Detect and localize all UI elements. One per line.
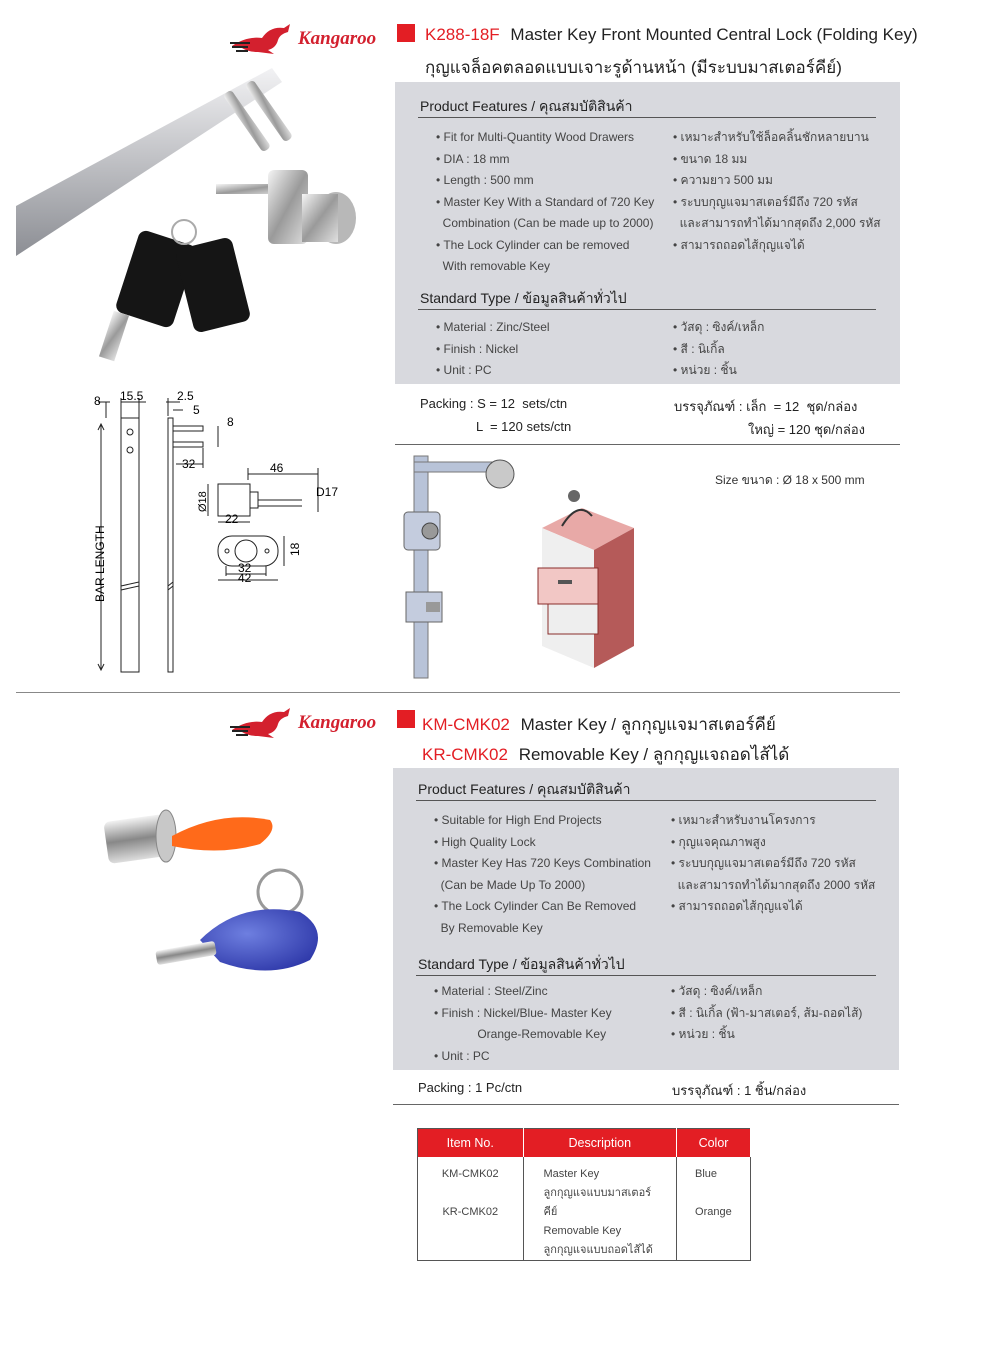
kangaroo-icon [228,22,296,56]
feature-item: Combination (Can be made up to 2000) [436,216,654,230]
item-color: Orange [695,1205,732,1218]
brand-name: Kangaroo [298,712,377,733]
standard-item: • Material : Steel/Zinc [434,984,548,998]
standard-item: Orange-Removable Key [434,1027,607,1041]
product2-standard-th [671,981,862,1046]
item-code: KM-CMK02 [441,1167,499,1180]
product1-code: K288-18F [425,25,500,44]
feature-item: • Length : 500 mm [436,173,534,187]
standard-item: • วัสดุ : ซิงค์/เหล็ก [671,984,763,998]
feature-item: • เหมาะสำหรับงานโครงการ [671,813,816,827]
product1-photo [16,66,386,376]
item-desc-th: ลูกกุญแจแบบถอดไส้ได้ [543,1243,653,1256]
table-cell-items [418,1157,524,1261]
dim-label: D17 [316,485,339,499]
table-cell-descriptions [523,1157,677,1261]
standard-item: • Finish : Nickel/Blue- Master Key [434,1005,612,1020]
feature-item: By Removable Key [434,920,543,935]
product1-packing-en-2: L = 120 sets/ctn [476,419,572,434]
brand-logo [228,706,376,740]
product2-code-1: KM-CMK02 [422,715,510,734]
feature-item: • ขนาด 18 มม [673,151,748,166]
feature-item: • เหมาะสำหรับใช้ล็อคลิ้นชักหลายบาน [673,130,869,144]
product2-features-heading: Product Features / คุณสมบัติสินค้า [418,781,631,797]
dim-label: 8 [94,394,101,408]
dim-label: 46 [270,461,284,475]
product1-title-text: Master Key Front Mounted Central Lock (Folding Key) [510,25,918,44]
table-header-item: Item No. [418,1129,524,1157]
product2-packing-th: บรรจุภัณฑ์ : 1 ชิ้น/กล่อง [672,1083,807,1098]
brand-logo [228,22,376,56]
product1-packing-th-2: ใหญ่ = 120 ชุด/กล่อง [748,422,865,437]
standard-item: • วัสดุ : ซิงค์/เหล็ก [673,320,765,334]
dim-label: 8 [227,415,234,429]
product2-standard-heading: Standard Type / ข้อมูลสินค้าทั่วไป [418,956,625,972]
feature-item: • High Quality Lock [434,834,536,849]
divider [416,975,876,976]
product1-size: Size ขนาด : Ø 18 x 500 mm [715,473,865,487]
divider [416,800,876,801]
feature-item: • Suitable for High End Projects [434,813,602,827]
title-marker [397,710,415,728]
feature-item: และสามารถทำได้มากสุดถึง 2000 รหัส [671,877,876,892]
item-color: Blue [695,1167,718,1180]
feature-item: • Fit for Multi-Quantity Wood Drawers [436,130,635,144]
feature-item: • The Lock Cylinder Can Be Removed [434,899,637,913]
feature-item: • Master Key With a Standard of 720 Key [436,194,655,209]
product1-features-en [436,127,654,278]
standard-item: • Finish : Nickel [436,341,519,356]
item-desc-en: Removable Key [543,1224,622,1237]
feature-item: • Master Key Has 720 Keys Combination [434,856,651,870]
table-header-row [418,1129,751,1157]
feature-item: • ระบบกุญแจมาสเตอร์มีถึง 720 รหัส [671,856,856,870]
table-row [418,1157,751,1261]
product1-cabinet-illustration [522,488,642,668]
dim-label: 5 [193,403,200,417]
standard-item: • Unit : PC [436,363,492,377]
item-desc-en: Master Key [543,1167,600,1180]
kangaroo-icon [228,706,296,740]
table-header-description: Description [523,1129,677,1157]
standard-item: • Unit : PC [434,1048,490,1063]
feature-item: และสามารถทำได้มากสุดถึง 2,000 รหัส [673,216,881,230]
title-marker [397,24,415,42]
dim-label: 22 [225,512,239,526]
section-divider [16,692,900,693]
item-code: KR-CMK02 [442,1205,499,1218]
dim-label: 42 [238,571,252,585]
product2-title-2 [422,741,789,768]
divider [393,1104,899,1105]
product2-features-th [671,810,875,918]
product2-packing-en: Packing : 1 Pc/ctn [418,1080,523,1095]
standard-item: • หน่วย : ชิ้น [671,1027,735,1041]
dim-label: 2.5 [177,389,194,403]
product1-standard-heading: Standard Type / ข้อมูลสินค้าทั่วไป [420,290,627,306]
product2-features-en [434,810,651,939]
dim-label: 32 [182,457,196,471]
table-header-color: Color [677,1129,751,1157]
divider [418,309,876,310]
product1-standard-th [673,317,764,382]
dim-label: 18 [288,542,302,556]
product2-title-1 [422,711,776,738]
feature-item: (Can be Made Up To 2000) [434,877,586,892]
feature-item: • The Lock Cylinder can be removed [436,237,630,252]
dim-label: 32 [238,561,252,575]
divider [395,444,900,445]
items-table [417,1128,751,1261]
feature-item: • กุญแจคุณภาพสูง [671,834,766,849]
product1-subtitle: กุญแจล็อคตลอดแบบเจาะรูด้านหน้า (มีระบบมาสเตอร์คีย์) [425,58,842,77]
product2-standard-en [434,981,612,1067]
product2-title-2-text: Removable Key / ลูกกุญแจถอดไส้ได้ [518,745,790,764]
product1-technical-drawing [88,388,358,678]
product1-standard-en [436,317,550,382]
product2-photo [100,800,370,990]
standard-item: • สี : นิเกิ้ล [673,341,725,356]
table-cell-colors [677,1157,751,1261]
feature-item: With removable Key [436,259,551,273]
product1-features-heading: Product Features / คุณสมบัติสินค้า [420,98,633,114]
item-desc-th: ลูกกุญแจแบบมาสเตอร์คีย์ [543,1186,652,1218]
product2-code-2: KR-CMK02 [422,745,508,764]
standard-item: • สี : นิเกิ้ล (ฟ้า-มาสเตอร์, ส้ม-ถอดไส้) [671,1005,863,1020]
standard-item: • หน่วย : ชิ้น [673,363,737,377]
standard-item: • Material : Zinc/Steel [436,320,550,334]
brand-name: Kangaroo [298,28,377,49]
dim-label: 15.5 [120,389,144,403]
divider [418,117,876,118]
feature-item: • สามารถถอดไส้กุญแจได้ [671,899,803,913]
product1-title [425,25,918,45]
feature-item: • DIA : 18 mm [436,151,510,166]
product1-packing-th-1: บรรจุภัณฑ์ : เล็ก = 12 ชุด/กล่อง [674,399,858,414]
product1-packing-en-1: Packing : S = 12 sets/ctn [420,396,568,411]
product2-title-1-text: Master Key / ลูกกุญแจมาสเตอร์คีย์ [520,715,776,734]
feature-item: • ความยาว 500 มม [673,173,773,187]
bar-length-label: BAR LENGTH [93,525,107,602]
dim-label: Ø18 [197,491,209,512]
product1-features-th [673,127,881,256]
feature-item: • ระบบกุญแจมาสเตอร์มีถึง 720 รหัส [673,194,858,209]
feature-item: • สามารถถอดไส้กุญแจได้ [673,237,805,252]
